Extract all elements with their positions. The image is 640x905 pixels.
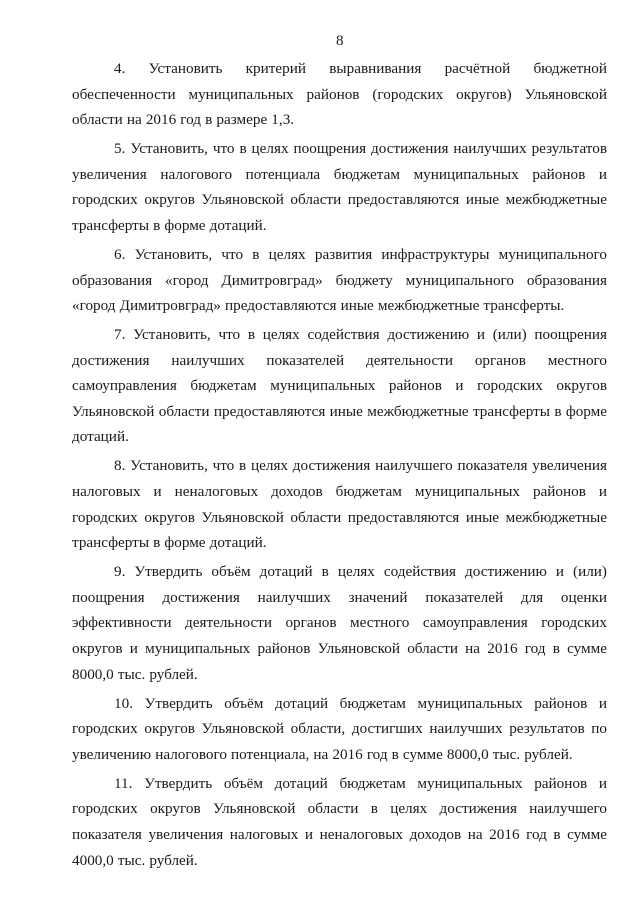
paragraph-6: 6. Установить, что в целях развития инфраструктуры муниципального образования «город Димитровград» бюджету муниципального образования «город Димитровград» предоставляются иные межбюджетные трансферты. — [72, 245, 607, 315]
paragraph-9: 9. Утвердить объём дотаций в целях содействия достижению и (или) поощрения достижения наилучших значений показателей для оценки эффективности деятельности органов местного самоуправления городских округов и муниципальных районов Ульяновской области на 2016 год в сумме 8000,0 тыс. рублей. — [72, 563, 607, 683]
paragraph-5: 5. Установить, что в целях поощрения достижения наилучших результатов увеличения налогового потенциала бюджетам муниципальных районов и городских округов Ульяновской области предоставляются иные межбюджетные трансферты в форме дотаций. — [72, 140, 607, 234]
paragraph-11: 11. Утвердить объём дотаций бюджетам муниципальных районов и городских округов Ульяновской области в целях достижения наилучшего показателя увеличения налоговых и неналоговых доходов на 2016 год в сумме 4000,0 тыс. рублей. — [72, 774, 607, 869]
page-number: 8 — [336, 33, 344, 49]
document-body — [72, 56, 607, 877]
paragraph-4: 4. Установить критерий выравнивания расчётной бюджетной обеспеченности муниципальных районов (городских округов) Ульяновской области на 2016 год в размере 1,3. — [72, 60, 607, 129]
paragraph-10: 10. Утвердить объём дотаций бюджетам муниципальных районов и городских округов Ульяновской области, достигших наилучших результатов по увеличению налогового потенциала, на 2016 год в сумме 8000,0 тыс. рублей. — [72, 694, 607, 763]
paragraph-8: 8. Установить, что в целях достижения наилучшего показателя увеличения налоговых и неналоговых доходов бюджетам муниципальных районов и городских округов Ульяновской области предоставляются иные межбюджетные трансферты в форме дотаций. — [72, 457, 607, 552]
paragraph-7: 7. Установить, что в целях содействия достижению и (или) поощрения достижения наилучших показателей деятельности органов местного самоуправления бюджетам муниципальных районов и городских округов Ульяновской области предоставляются иные межбюджетные трансферты в форме дотаций. — [72, 326, 607, 446]
